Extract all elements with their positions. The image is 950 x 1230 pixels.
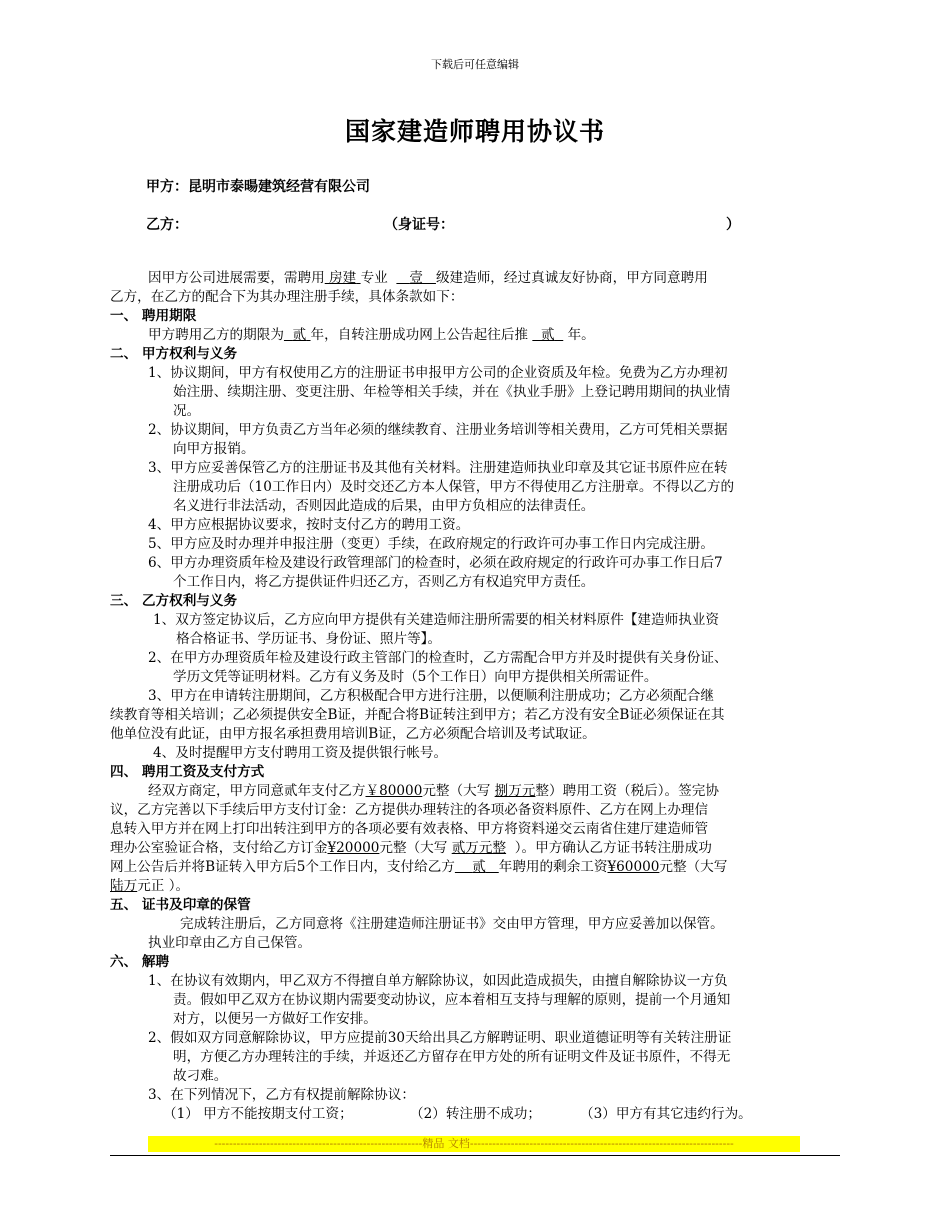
section-5-heading: 五、 证书及印章的保管 bbox=[110, 897, 251, 913]
s6-line: 3、在下列情况下，乙方有权提前解除协议： bbox=[148, 1087, 415, 1103]
s6-condition-2: （2）转注册不成功； bbox=[410, 1106, 541, 1122]
footer-banner: --------------------------------------------------------精品 文档----------------------------------------------------------------------- bbox=[148, 1136, 800, 1152]
s3-line: 学历文凭等证明材料。乙方有义务及时（5个工作日）向甲方提供相关所需证件。 bbox=[173, 669, 658, 685]
s6-line: 2、假如双方同意解除协议，甲方应提前30天给出具乙方解聘证明、职业道德证明等有关转注册证 bbox=[148, 1030, 732, 1046]
s2-line: 始注册、续期注册、变更注册、年检等相关手续，并在《执业手册》上登记聘用期间的执业情 bbox=[173, 384, 731, 400]
s2-line: 6、甲方办理资质年检及建设行政管理部门的检查时，必须在政府规定的行政许可办事工作日后7 bbox=[148, 555, 723, 571]
section-6-heading: 六、 解聘 bbox=[110, 954, 170, 970]
party-a: 甲方：昆明市泰暘建筑经营有限公司 bbox=[146, 179, 370, 195]
section-2-heading: 二、 甲方权利与义务 bbox=[110, 346, 238, 362]
section-1-text: 甲方聘用乙方的期限为 贰 年，自转注册成功网上公告起往后推 贰 年。 bbox=[148, 327, 595, 343]
s3-line: 3、甲方在申请转注册期间，乙方积极配合甲方进行注册，以便顺利注册成功；乙方必须配合继 bbox=[148, 688, 714, 704]
s6-line: 责。假如甲乙双方在协议期内需要变动协议，应本着相互支持与理解的原则，提前一个月通知 bbox=[173, 992, 731, 1008]
remain-amount: ¥60000 bbox=[607, 859, 660, 875]
s5-line-1: 完成转注册后，乙方同意将《注册建造师注册证书》交由甲方管理，甲方应妥善加以保管。 bbox=[180, 916, 724, 932]
s6-line: 故刁难。 bbox=[173, 1068, 228, 1084]
s4-line-3: 息转入甲方并在网上打印出转注到甲方的各项必要有效表格、甲方将资料递交云南省住建厅建造师管 bbox=[110, 821, 709, 837]
s3-line: 续教育等相关培训；乙必须提供安全B证，并配合将B证转注到甲方；若乙方没有安全B证必须保证在其 bbox=[110, 707, 725, 723]
section-3-heading: 三、 乙方权利与义务 bbox=[110, 593, 238, 609]
total-amount: ￥80000 bbox=[365, 783, 423, 799]
intro-line-2: 乙方，在乙方的配合下为其办理注册手续，具体条款如下： bbox=[110, 289, 464, 305]
page-title: 国家建造师聘用协议书 bbox=[344, 117, 605, 146]
s2-line: 名义进行非法活动，否则因此造成的后果，由甲方负相应的法律责任。 bbox=[173, 498, 595, 514]
s3-line: 2、在甲方办理资质年检及建设行政主管部门的检查时，乙方需配合甲方并及时提供有关身份证、 bbox=[148, 650, 728, 666]
footer-rule bbox=[110, 1155, 840, 1156]
s2-line: 向甲方报销。 bbox=[173, 441, 255, 457]
s2-line: 4、甲方应根据协议要求，按时支付乙方的聘用工资。 bbox=[148, 517, 470, 533]
s3-line: 他单位没有此证，由甲方报名承担费用培训B证，乙方必须配合培训及考试取证。 bbox=[110, 726, 596, 742]
s6-line: 明，方便乙方办理转注的手续，并返还乙方留存在甲方处的所有证明文件及证书原件，不得无 bbox=[173, 1049, 731, 1065]
s2-line: 2、协议期间，甲方负责乙方当年必须的继续教育、注册业务培训等相关费用，乙方可凭相关票据 bbox=[148, 422, 728, 438]
s6-line: 1、在协议有效期内，甲乙双方不得擅自单方解除协议，如因此造成损失，由擅自解除协议一方负 bbox=[148, 973, 728, 989]
section-4-heading: 四、 聘用工资及支付方式 bbox=[110, 764, 265, 780]
s5-line-2: 执业印章由乙方自己保管。 bbox=[148, 935, 312, 951]
deposit-amount: ¥20000 bbox=[327, 840, 380, 856]
party-b-label: 乙方： bbox=[146, 217, 188, 233]
id-close: ） bbox=[726, 217, 740, 233]
s3-line: 4、及时提醒甲方支付聘用工资及提供银行帐号。 bbox=[153, 745, 448, 761]
header-note: 下载后可任意编辑 bbox=[431, 58, 519, 71]
s4-line-6: 陆万元正 ）。 bbox=[110, 878, 190, 894]
s3-line: 格合格证书、学历证书、身份证、照片等】。 bbox=[176, 631, 442, 647]
s2-line: 5、甲方应及时办理并申报注册（变更）手续，在政府规定的行政许可办事工作日内完成注册。 bbox=[148, 536, 714, 552]
s2-line: 3、甲方应妥善保管乙方的注册证书及其他有关材料。注册建造师执业印章及其它证书原件应在转 bbox=[148, 460, 728, 476]
remain-words: 陆万 bbox=[110, 878, 138, 894]
s4-line-5: 网上公告后并将B证转入甲方后5个工作日内，支付给乙方 贰 年聘用的剩余工资¥60000元整（大写 bbox=[110, 859, 728, 875]
s2-line: 况。 bbox=[173, 403, 201, 419]
s6-condition-1: （1） 甲方不能按期支付工资； bbox=[163, 1106, 353, 1122]
total-words: 捌万元 bbox=[494, 783, 536, 799]
deposit-words: 贰万元整 bbox=[451, 840, 507, 856]
s6-condition-3: （3）甲方有其它违约行为。 bbox=[580, 1106, 752, 1122]
s4-line-4: 理办公室验证合格，支付给乙方订金¥20000元整（大写 贰万元整 ）。甲方确认乙方证书转注册成功 bbox=[110, 840, 712, 856]
specialty-value: 房建 bbox=[329, 270, 357, 286]
section-1-heading: 一、 聘用期限 bbox=[110, 308, 197, 324]
s2-line: 注册成功后（10工作日内）及时交还乙方本人保管，甲方不得使用乙方注册章。不得以乙方的 bbox=[173, 479, 735, 495]
s4-line-2: 议，乙方完善以下手续后甲方支付订金：乙方提供办理转注的各项必备资料原件、乙方在网上办理信 bbox=[110, 802, 709, 818]
s6-line: 对方，以便另一方做好工作安排。 bbox=[173, 1011, 377, 1027]
s4-line-1: 经双方商定，甲方同意贰年支付乙方￥80000元整（大写 捌万元整）聘用工资（税后）。签完协 bbox=[148, 783, 719, 799]
intro-line-1: 因甲方公司进展需要，需聘用 房建 专业 壹 级建造师，经过真诚友好协商，甲方同意聘用 bbox=[148, 270, 708, 286]
s3-line: 1、双方签定协议后，乙方应向甲方提供有关建造师注册所需要的相关材料原件【建造师执业资 bbox=[153, 612, 719, 628]
id-label: （身证号： bbox=[384, 217, 454, 233]
level-value: 壹 bbox=[409, 270, 423, 286]
s2-line: 1、协议期间，甲方有权使用乙方的注册证书申报甲方公司的企业资质及年检。免费为乙方办理初 bbox=[148, 365, 728, 381]
s2-line: 个工作日内，将乙方提供证件归还乙方，否则乙方有权追究甲方责任。 bbox=[173, 574, 595, 590]
